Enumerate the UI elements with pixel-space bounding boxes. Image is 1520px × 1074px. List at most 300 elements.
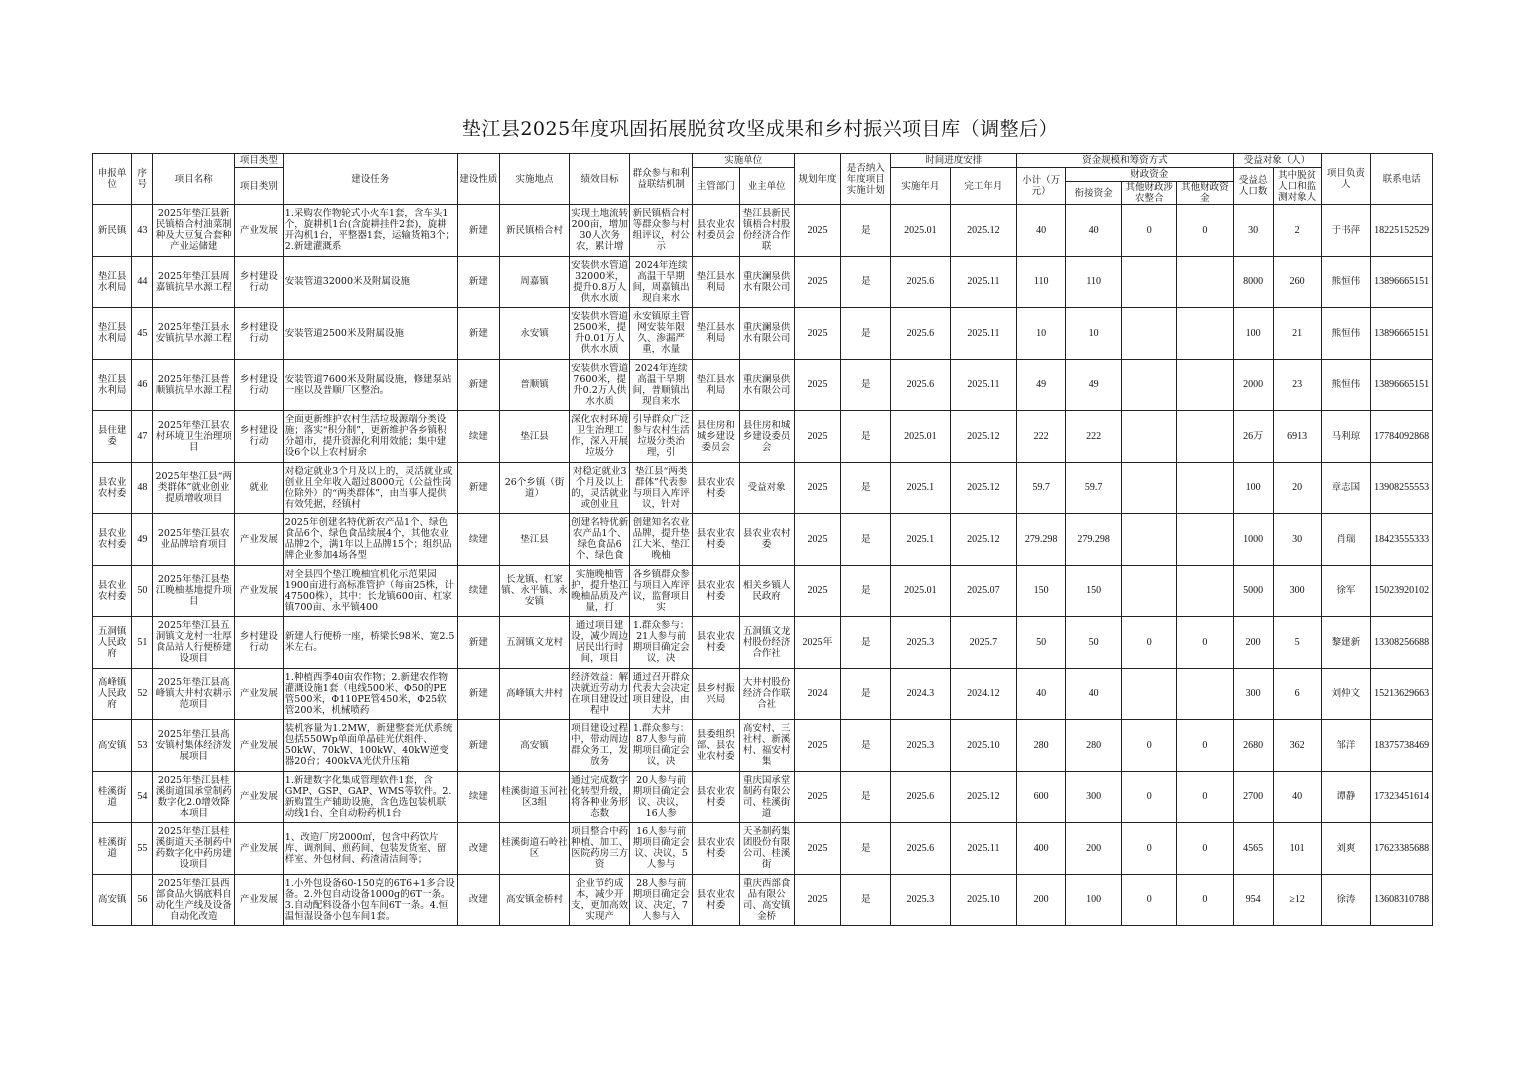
cell-leader [1321, 308, 1371, 360]
cell-total [1233, 874, 1273, 926]
cell-poor-text: 260 [1289, 276, 1305, 288]
header-dept: 主管部门 [692, 168, 739, 205]
cell-total-text: 26万 [1243, 430, 1264, 442]
cell-included [841, 514, 891, 566]
cell-poor [1273, 823, 1321, 875]
cell-total-text: 100 [1245, 327, 1261, 339]
cell-type [235, 411, 284, 463]
cell-poor-text: 30 [1292, 533, 1303, 545]
cell-phone [1371, 720, 1433, 772]
cell-goal [569, 514, 629, 566]
cell-other [1177, 308, 1233, 360]
cell-impl-unit [739, 256, 794, 308]
cell-start [891, 823, 950, 875]
cell-unit-text: 县农业农村委 [97, 476, 127, 499]
cell-connect-text: 40 [1088, 688, 1099, 700]
header-leader: 项目负责人 [1321, 154, 1371, 205]
cell-nature [457, 874, 499, 926]
cell-name [153, 308, 235, 360]
cell-location-text: 周嘉镇 [520, 276, 549, 288]
cell-year [794, 462, 841, 514]
cell-nature-text: 新建 [468, 739, 488, 751]
cell-year [794, 514, 841, 566]
cell-nature [457, 668, 499, 720]
cell-goal-text: 通过完成数字化转型升级，将各种业务形态数 [571, 774, 629, 819]
cell-end-text: 2024.12 [967, 688, 1000, 700]
cell-dept-text: 县农业农村委 [696, 888, 735, 911]
cell-location-text: 桂溪街道石岭社区 [501, 837, 568, 860]
cell-included-text: 是 [860, 224, 871, 236]
cell-dept [692, 874, 739, 926]
cell-task [283, 359, 457, 411]
cell-end-text: 2025.12 [967, 791, 1000, 803]
cell-name [153, 359, 235, 411]
cell-phone [1371, 668, 1433, 720]
cell-name-text: 2025年垫江县新民镇梧合村油菜制种及大豆复合套种产业运储建 [155, 208, 232, 253]
table-row [93, 359, 1433, 411]
cell-leader-text: 熊恒伟 [1331, 276, 1361, 288]
cell-impl-unit-text: 相关乡镇人民政府 [742, 579, 791, 602]
cell-total [1233, 771, 1273, 823]
cell-total [1233, 720, 1273, 772]
cell-task-text: 安装管道32000米及附属设施 [284, 276, 411, 288]
cell-end-text: 2025.10 [967, 739, 1000, 751]
cell-type-text: 产业发展 [239, 739, 278, 751]
cell-dept [692, 205, 739, 257]
cell-mechanism-text: 创建知名农业品牌，提升垫江大米、垫江晚柚 [632, 517, 690, 562]
cell-subtotal-text: 280 [1033, 739, 1049, 751]
cell-dept [692, 565, 739, 617]
cell-location-text: 垫江县 [520, 533, 549, 545]
cell-subtotal [1017, 874, 1066, 926]
cell-phone [1371, 359, 1433, 411]
cell-nature-text: 续建 [468, 585, 488, 597]
cell-end [950, 874, 1017, 926]
cell-task-text: 1.种植西季40亩农作物；2.新建农作物灌溉设施1套（电线500米、Φ50的PE管500米，Φ110PE管450米，Φ25软管200米，机械喷药 [284, 671, 448, 716]
cell-type [235, 617, 284, 669]
cell-dept [692, 462, 739, 514]
cell-start-text: 2025.3 [906, 739, 935, 751]
cell-location-text: 永安镇 [520, 327, 549, 339]
cell-start-text: 2025.01 [904, 224, 937, 236]
cell-total [1233, 823, 1273, 875]
cell-phone-text: 18375738469 [1374, 739, 1430, 751]
cell-name [153, 256, 235, 308]
cell-phone [1371, 565, 1433, 617]
table-row [93, 565, 1433, 617]
cell-task [283, 462, 457, 514]
cell-agri [1122, 514, 1177, 566]
cell-unit-text: 高峰镇人民政府 [97, 677, 127, 711]
cell-connect [1066, 565, 1122, 617]
header-year: 规划年度 [794, 154, 841, 205]
cell-type [235, 256, 284, 308]
cell-nature [457, 720, 499, 772]
cell-total [1233, 411, 1273, 463]
cell-start [891, 771, 950, 823]
cell-seq [132, 720, 153, 772]
cell-leader [1321, 720, 1371, 772]
cell-phone [1371, 205, 1433, 257]
cell-seq-text: 52 [137, 688, 148, 700]
cell-task [283, 514, 457, 566]
cell-year-text: 2025 [807, 276, 828, 288]
cell-location [500, 462, 570, 514]
cell-impl-unit-text: 受益对象 [747, 482, 786, 494]
cell-type-text: 乡村建设行动 [239, 322, 278, 345]
cell-goal-text: 创建名特优新农产品1个、绿色食品6个、绿色食 [571, 517, 629, 562]
cell-task [283, 823, 457, 875]
cell-total-text: 2680 [1243, 739, 1264, 751]
cell-subtotal [1017, 359, 1066, 411]
cell-mechanism [630, 668, 693, 720]
cell-goal-text: 通过项目建设，减少周边居民出行时间，项目 [571, 620, 629, 665]
cell-included [841, 668, 891, 720]
cell-name-text: 2025年垫江县五洞镇文龙村一壮厚食品站人行便桥建设项目 [155, 620, 232, 665]
cell-goal [569, 823, 629, 875]
cell-subtotal-text: 222 [1033, 430, 1049, 442]
cell-dept-text: 县农业农村委 [696, 631, 735, 654]
header-other: 其他财政资金 [1177, 182, 1233, 205]
cell-phone-text: 13896665151 [1374, 379, 1430, 391]
cell-leader [1321, 256, 1371, 308]
cell-poor-text: 2 [1294, 224, 1300, 236]
cell-leader [1321, 617, 1371, 669]
cell-name-text: 2025年垫江县农业品牌培育项目 [157, 528, 230, 551]
cell-impl-unit-text: 重庆澜泉供水有限公司 [742, 373, 791, 396]
cell-mechanism-text: 永安镇原主管网安装年限久、渗漏严重，水量 [632, 311, 690, 356]
cell-leader-text: 徐涛 [1336, 894, 1356, 906]
cell-dept [692, 308, 739, 360]
cell-nature [457, 565, 499, 617]
cell-included-text: 是 [860, 842, 871, 854]
cell-name [153, 205, 235, 257]
cell-other-text: 0 [1202, 739, 1208, 751]
cell-included [841, 565, 891, 617]
cell-dept [692, 823, 739, 875]
cell-total-text: 2000 [1243, 379, 1264, 391]
cell-type-text: 产业发展 [239, 224, 278, 236]
cell-year [794, 256, 841, 308]
cell-subtotal [1017, 256, 1066, 308]
cell-location-text: 桂溪街道玉河社区3组 [501, 785, 568, 808]
cell-goal-text: 经济效益：解决就近劳动力在项目建设过程中 [571, 671, 629, 716]
cell-start-text: 2025.6 [906, 791, 935, 803]
cell-task-text: 安装管道2500米及附属设施 [284, 327, 404, 339]
cell-mechanism-text: 引导群众广泛参与农村生活垃圾分类治理，引 [632, 414, 690, 459]
cell-type [235, 874, 284, 926]
cell-unit [93, 874, 132, 926]
cell-goal [569, 205, 629, 257]
cell-task-text: 新建人行便桥一座，桥梁长98米、宽2.5米左右。 [284, 631, 455, 654]
cell-mechanism-text: 各乡镇群众参与项目入库评议，监督项目实 [632, 568, 690, 613]
cell-total [1233, 462, 1273, 514]
cell-included-text: 是 [860, 688, 871, 700]
cell-phone-text: 18225152529 [1374, 224, 1430, 236]
cell-phone [1371, 874, 1433, 926]
cell-agri [1122, 462, 1177, 514]
cell-impl-unit-text: 大井村股份经济合作联合社 [742, 677, 791, 711]
cell-start-text: 2025.6 [906, 327, 935, 339]
cell-end-text: 2025.11 [967, 842, 1000, 854]
cell-goal [569, 720, 629, 772]
cell-end [950, 462, 1017, 514]
cell-total [1233, 617, 1273, 669]
cell-name-text: 2025年垫江县周嘉镇抗旱水源工程 [155, 270, 232, 293]
cell-poor [1273, 720, 1321, 772]
cell-seq [132, 308, 153, 360]
cell-end-text: 2025.12 [967, 533, 1000, 545]
cell-seq [132, 411, 153, 463]
cell-connect-text: 110 [1086, 276, 1101, 288]
cell-connect [1066, 514, 1122, 566]
cell-phone-text: 17784092868 [1374, 430, 1430, 442]
cell-end-text: 2025.7 [969, 636, 998, 648]
cell-location-text: 五洞镇文龙村 [505, 636, 563, 648]
cell-end-text: 2025.12 [967, 430, 1000, 442]
cell-task [283, 771, 457, 823]
cell-name [153, 411, 235, 463]
cell-location-text: 26个乡镇（街道） [504, 476, 565, 499]
cell-end-text: 2025.12 [967, 482, 1000, 494]
cell-mechanism [630, 720, 693, 772]
cell-dept-text: 县农业农村委 [696, 528, 735, 551]
cell-goal-text: 项目整合中药种植、加工、医院药房三方资 [571, 826, 629, 871]
cell-unit [93, 668, 132, 720]
cell-leader-text: 章志国 [1331, 482, 1361, 494]
cell-total-text: 30 [1248, 224, 1259, 236]
cell-agri [1122, 874, 1177, 926]
cell-goal [569, 874, 629, 926]
table-row [93, 617, 1433, 669]
header-nature: 建设性质 [457, 154, 499, 205]
cell-start-text: 2025.6 [906, 379, 935, 391]
cell-name-text: 2025年垫江县高峰镇大井村农耕示范项目 [155, 677, 232, 711]
cell-agri [1122, 720, 1177, 772]
cell-nature-text: 新建 [468, 327, 488, 339]
cell-phone-text: 15023920102 [1374, 585, 1430, 597]
cell-year [794, 411, 841, 463]
cell-start-text: 2025.3 [906, 636, 935, 648]
cell-nature [457, 617, 499, 669]
cell-nature-text: 新建 [468, 636, 488, 648]
cell-unit-text: 桂溪街道 [97, 785, 127, 808]
cell-mechanism-text: 20人参与前期项目确定会议、决议，16人参 [632, 774, 690, 819]
cell-location [500, 617, 570, 669]
cell-task-text: 安装管道7600米及附属设施，修建泵站一座以及普顺厂区整治。 [284, 373, 452, 396]
cell-connect-text: 59.7 [1084, 482, 1103, 494]
cell-leader [1321, 462, 1371, 514]
cell-end [950, 617, 1017, 669]
cell-dept [692, 771, 739, 823]
cell-task [283, 256, 457, 308]
cell-leader [1321, 514, 1371, 566]
cell-seq [132, 874, 153, 926]
cell-year-text: 2025 [807, 842, 828, 854]
cell-unit [93, 359, 132, 411]
cell-mechanism [630, 411, 693, 463]
cell-seq-text: 50 [137, 585, 148, 597]
cell-agri-text: 0 [1146, 894, 1152, 906]
cell-start-text: 2025.01 [904, 585, 937, 597]
cell-start [891, 565, 950, 617]
cell-seq [132, 617, 153, 669]
cell-total-text: 2700 [1243, 791, 1264, 803]
header-subtotal: 小计（万元） [1017, 168, 1066, 205]
cell-goal-text: 安装供水管道2500米，提升0.01万人供水水质 [571, 311, 629, 356]
cell-location [500, 823, 570, 875]
cell-other-text: 0 [1202, 842, 1208, 854]
cell-goal [569, 565, 629, 617]
cell-nature [457, 308, 499, 360]
cell-task [283, 668, 457, 720]
cell-impl-unit-text: 县住房和城乡建设委员会 [742, 419, 791, 453]
cell-subtotal [1017, 668, 1066, 720]
cell-nature-text: 续建 [468, 430, 488, 442]
cell-phone-text: 13896665151 [1374, 276, 1430, 288]
table-row [93, 411, 1433, 463]
cell-connect [1066, 205, 1122, 257]
cell-goal [569, 308, 629, 360]
header-type-group: 项目类型 [235, 154, 284, 168]
cell-subtotal [1017, 771, 1066, 823]
cell-mechanism-text: 2024年连续高温干旱期间，周嘉镇出现自来水 [632, 259, 690, 304]
cell-connect [1066, 411, 1122, 463]
cell-start [891, 668, 950, 720]
cell-location [500, 771, 570, 823]
cell-mechanism-text: 28人参与前期项目确定会议、决定，7人参与入 [632, 877, 690, 922]
cell-start [891, 308, 950, 360]
cell-mechanism [630, 565, 693, 617]
cell-name-text: 2025年垫江县高安镇村集体经济发展项目 [155, 728, 232, 762]
header-connect: 衔接资金 [1066, 182, 1122, 205]
cell-impl-unit [739, 514, 794, 566]
cell-task-text: 1、改造厂房2000㎡，包含中药饮片库、调剂间、煎药间、包装发货室、留样室、外包材间、药渣清洁间等； [284, 831, 447, 865]
cell-agri [1122, 617, 1177, 669]
cell-leader-text: 熊恒伟 [1331, 327, 1361, 339]
cell-included-text: 是 [860, 791, 871, 803]
header-fund-group: 资金规模和筹资方式 [1017, 154, 1233, 168]
cell-phone-text: 13896665151 [1374, 327, 1430, 339]
cell-year-text: 2025 [807, 430, 828, 442]
cell-leader [1321, 823, 1371, 875]
cell-nature [457, 823, 499, 875]
cell-seq-text: 49 [137, 533, 148, 545]
cell-leader [1321, 668, 1371, 720]
cell-impl-unit-text: 重庆澜泉供水有限公司 [742, 322, 791, 345]
table-row [93, 720, 1433, 772]
cell-connect-text: 279.298 [1077, 533, 1110, 545]
cell-leader-text: 刘爽 [1336, 842, 1356, 854]
header-impl-unit: 业主单位 [739, 168, 794, 205]
cell-subtotal-text: 10 [1036, 327, 1047, 339]
header-included: 是否纳入年度项目实施计划 [841, 154, 891, 205]
cell-other [1177, 823, 1233, 875]
cell-leader-text: 刘仲文 [1331, 688, 1361, 700]
cell-subtotal-text: 110 [1033, 276, 1049, 288]
cell-unit [93, 823, 132, 875]
cell-agri [1122, 823, 1177, 875]
cell-agri [1122, 668, 1177, 720]
cell-goal [569, 771, 629, 823]
cell-included-text: 是 [860, 894, 871, 906]
cell-other [1177, 617, 1233, 669]
cell-name-text: 2025年垫江县普顺镇抗旱水源工程 [155, 373, 232, 396]
cell-year [794, 720, 841, 772]
cell-other [1177, 514, 1233, 566]
cell-seq-text: 45 [137, 327, 148, 339]
cell-location [500, 514, 570, 566]
cell-end [950, 256, 1017, 308]
cell-total [1233, 514, 1273, 566]
cell-seq-text: 48 [137, 482, 148, 494]
cell-year-text: 2025 [807, 894, 828, 906]
cell-name-text: 2025年垫江县垫江晚柚基地提升项目 [155, 574, 232, 608]
cell-subtotal-text: 40 [1036, 688, 1047, 700]
cell-seq-text: 44 [137, 276, 148, 288]
cell-type [235, 462, 284, 514]
cell-year-text: 2025 [807, 533, 828, 545]
cell-included-text: 是 [860, 482, 871, 494]
cell-poor-text: 40 [1292, 791, 1303, 803]
cell-included-text: 是 [860, 276, 871, 288]
cell-name-text: 2025年垫江县永安镇抗旱水源工程 [155, 322, 232, 345]
cell-year [794, 874, 841, 926]
cell-start-text: 2024.3 [906, 688, 935, 700]
cell-other-text: 0 [1202, 791, 1208, 803]
cell-connect-text: 49 [1088, 379, 1099, 391]
cell-location [500, 411, 570, 463]
cell-total-text: 300 [1245, 688, 1261, 700]
cell-phone-text: 17323451614 [1374, 791, 1430, 803]
cell-dept [692, 411, 739, 463]
cell-goal [569, 462, 629, 514]
cell-start-text: 2025.01 [904, 430, 937, 442]
table-row [93, 668, 1433, 720]
cell-poor-text: ≥12 [1289, 894, 1305, 906]
cell-leader-text: 马利琼 [1331, 430, 1361, 442]
cell-seq [132, 668, 153, 720]
cell-impl-unit-text: 重庆国承堂制药有限公司、桂溪街道 [742, 774, 791, 819]
cell-leader-text: 徐军 [1336, 585, 1356, 597]
header-benefit-group: 受益对象（人） [1233, 154, 1321, 168]
cell-leader [1321, 874, 1371, 926]
cell-connect [1066, 462, 1122, 514]
header-end: 完工年月 [950, 168, 1017, 205]
cell-year [794, 308, 841, 360]
cell-unit-text: 垫江县水利局 [97, 270, 127, 293]
cell-phone [1371, 617, 1433, 669]
cell-unit [93, 720, 132, 772]
cell-dept-text: 县乡村振兴局 [696, 682, 735, 705]
cell-phone-text: 13908255553 [1374, 482, 1430, 494]
cell-end [950, 668, 1017, 720]
cell-end-text: 2025.10 [967, 894, 1000, 906]
cell-poor-text: 6913 [1287, 430, 1308, 442]
table-row [93, 308, 1433, 360]
cell-type-text: 乡村建设行动 [239, 270, 278, 293]
cell-included-text: 是 [860, 430, 871, 442]
cell-nature-text: 续建 [468, 791, 488, 803]
cell-total-text: 200 [1245, 636, 1261, 648]
cell-seq [132, 256, 153, 308]
cell-end [950, 359, 1017, 411]
cell-start-text: 2025.6 [906, 842, 935, 854]
cell-other [1177, 256, 1233, 308]
cell-location [500, 256, 570, 308]
cell-start [891, 256, 950, 308]
cell-type [235, 308, 284, 360]
